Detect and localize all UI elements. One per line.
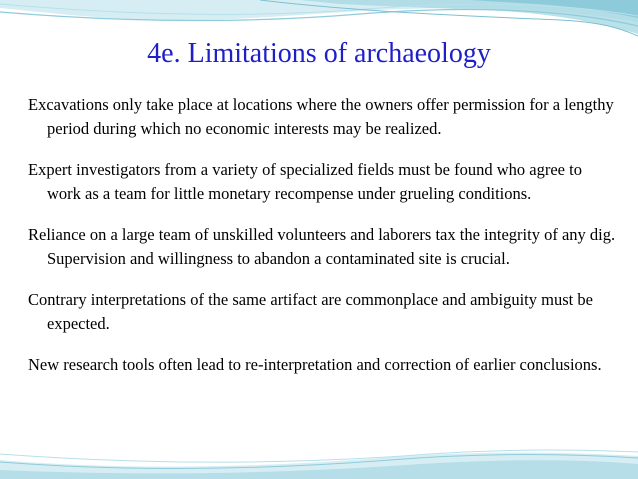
slide-title: 4e. Limitations of archaeology bbox=[147, 38, 491, 69]
paragraph-volunteers: Reliance on a large team of unskilled volunteers and laborers tax the integrity of any dig. Supervision and willingness to abandon a contaminated site is crucial. bbox=[28, 225, 616, 268]
paragraph-interpretations: Contrary interpretations of the same artifact are commonplace and ambiguity must be expected. bbox=[28, 290, 593, 333]
paragraph-investigators: Expert investigators from a variety of specialized fields must be found who agree to work as a team for little monetary recompense under grueling conditions. bbox=[28, 160, 582, 203]
paragraph-research-tools: New research tools often lead to re-interpretation and correction of earlier conclusions. bbox=[28, 355, 602, 374]
body-text bbox=[28, 93, 618, 394]
bottom-wave-decoration bbox=[0, 440, 638, 479]
paragraph-excavations: Excavations only take place at locations where the owners offer permission for a lengthy period during which no economic interests may be realized. bbox=[28, 95, 614, 138]
